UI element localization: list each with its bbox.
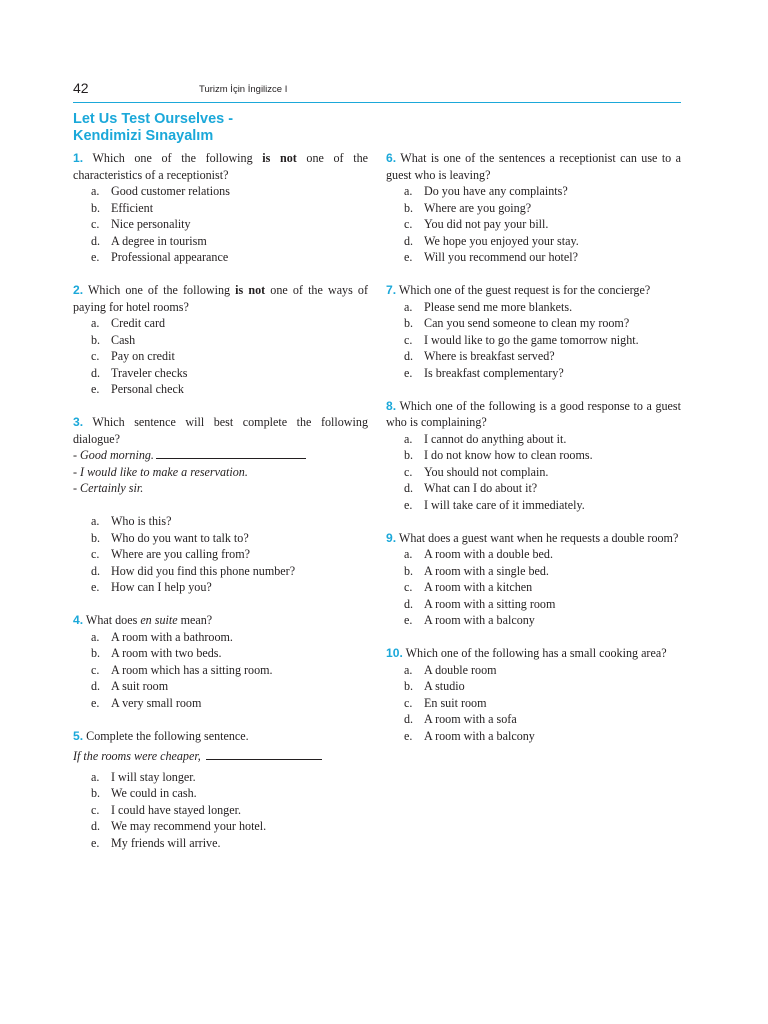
question-7-options (386, 299, 681, 382)
question-number: 2. (73, 283, 84, 297)
question-9-options (386, 546, 681, 629)
page-number: 42 (73, 80, 89, 96)
question-9 (386, 530, 681, 629)
option-e: e. I will take care of it immediately. (404, 497, 585, 512)
option-d: d. How did you find this phone number? (91, 563, 296, 578)
question-3-stem: 3. Which sentence will best complete the following dialogue? (73, 415, 368, 446)
question-3 (73, 414, 368, 596)
question-8-stem: 8. Which one of the following is a good response to a guest who is complaining? (386, 398, 681, 429)
option-c: c. Where are you calling from? (91, 547, 251, 561)
question-7 (386, 282, 681, 381)
question-number: 9. (386, 530, 397, 545)
question-number: 8. (386, 398, 397, 413)
option-d: d. A room with a sitting room (404, 596, 556, 611)
question-10-options (386, 662, 681, 745)
option-a: a. A double room (404, 662, 497, 677)
option-b: b. Where are you going? (404, 200, 532, 215)
sentence-prompt: If the rooms were cheaper, (73, 748, 368, 765)
option-c: c. En suit room (404, 695, 487, 710)
question-8 (386, 398, 681, 514)
running-title: Turizm İçin İngilizce I (199, 84, 288, 95)
option-d: d. We hope you enjoyed your stay. (404, 233, 579, 248)
option-c: c. A room which has a sitting room. (91, 662, 273, 677)
question-number: 5. (73, 728, 84, 743)
option-d: d. Where is breakfast served? (404, 349, 555, 363)
option-c: c. Pay on credit (91, 349, 175, 363)
option-d: d. A suit room (91, 679, 169, 693)
section-title-line-2: Kendimizi Sınayalım (73, 127, 214, 144)
question-1-options (73, 183, 368, 266)
option-e: e. Will you recommend our hotel? (404, 250, 579, 264)
option-a: a. I will stay longer. (91, 769, 196, 784)
question-9-stem: 9. What does a guest want when he requests a double room? (386, 530, 679, 545)
dialogue-line-2: - I would like to make a reservation. (73, 464, 248, 479)
option-b: b. We could in cash. (91, 786, 197, 800)
option-e: e. Personal check (91, 382, 184, 396)
option-d: d. Traveler checks (91, 365, 188, 380)
option-a: a. Good customer relations (91, 184, 230, 198)
question-6-stem: 6. What is one of the sentences a receptionist can use to a guest who is leaving? (386, 151, 681, 182)
question-number: 1. (73, 151, 84, 165)
option-b: b. I do not know how to clean rooms. (404, 448, 593, 462)
question-number: 10. (386, 646, 403, 660)
option-c: c. You should not complain. (404, 464, 549, 479)
option-a: a. I cannot do anything about it. (404, 431, 567, 446)
option-a: a. Who is this? (91, 514, 172, 528)
option-b: b. Cash (91, 332, 136, 347)
question-6-options (386, 183, 681, 266)
section-title-line-1: Let Us Test Ourselves - (73, 111, 234, 127)
question-5-stem: 5. Complete the following sentence. (73, 728, 249, 743)
option-e: e. Is breakfast complementary? (404, 365, 564, 380)
option-d: d. What can I do about it? (404, 481, 538, 495)
dialogue-line-1: - Good morning. (73, 447, 368, 464)
option-c: c. A room with a kitchen (404, 580, 533, 594)
option-a: a. Credit card (91, 316, 166, 330)
question-6 (386, 150, 681, 266)
answer-blank (206, 758, 322, 760)
question-5 (73, 728, 368, 852)
option-e: e. How can I help you? (91, 580, 212, 594)
option-d: d. A degree in tourism (91, 233, 207, 248)
question-3-options (73, 513, 368, 596)
page-header (73, 78, 681, 103)
question-number: 6. (386, 151, 397, 165)
question-number: 3. (73, 415, 84, 429)
question-number: 7. (386, 283, 397, 297)
answer-blank (156, 457, 306, 459)
option-b: b. Can you send someone to clean my room? (404, 316, 630, 330)
question-4-stem: 4. What does en suite mean? (73, 613, 213, 627)
option-c: c. Nice personality (91, 217, 191, 231)
option-e: e. A room with a balcony (404, 728, 535, 743)
option-a: a. A room with a double bed. (404, 547, 553, 561)
question-10-stem: 10. Which one of the following has a small cooking area? (386, 646, 667, 660)
question-8-options (386, 431, 681, 514)
option-e: e. My friends will arrive. (91, 835, 221, 850)
question-2-stem: 2. Which one of the following is not one of the ways of paying for hotel rooms? (73, 283, 369, 314)
question-2-options (73, 315, 368, 398)
question-4 (73, 612, 368, 711)
option-e: e. A very small room (91, 695, 202, 710)
option-c: c. I could have stayed longer. (91, 802, 241, 817)
right-column (386, 150, 681, 761)
option-e: e. Professional appearance (91, 250, 229, 264)
section-title (73, 111, 233, 144)
question-number: 4. (73, 613, 84, 627)
option-a: a. A room with a bathroom. (91, 629, 233, 644)
question-5-options (73, 769, 368, 852)
question-10 (386, 645, 681, 744)
question-1 (73, 150, 368, 266)
option-a: a. Do you have any complaints? (404, 184, 568, 198)
option-d: d. We may recommend your hotel. (91, 819, 267, 833)
question-4-options (73, 629, 368, 712)
option-b: b. Efficient (91, 200, 154, 215)
option-b: b. A studio (404, 679, 465, 693)
question-1-stem: 1. Which one of the following is not one of the characteristics of a receptionist? (73, 151, 368, 182)
option-a: a. Please send me more blankets. (404, 299, 573, 314)
option-b: b. Who do you want to talk to? (91, 530, 249, 545)
dialogue-line-3: - Certainly sir. (73, 481, 144, 495)
option-b: b. A room with two beds. (91, 646, 222, 660)
question-7-stem: 7. Which one of the guest request is for the concierge? (386, 283, 651, 297)
option-c: c. I would like to go the game tomorrow night. (404, 332, 639, 347)
option-c: c. You did not pay your bill. (404, 217, 549, 231)
left-column (73, 150, 368, 868)
option-d: d. A room with a sofa (404, 712, 517, 726)
option-b: b. A room with a single bed. (404, 563, 549, 578)
question-2 (73, 282, 368, 398)
option-e: e. A room with a balcony (404, 613, 535, 627)
